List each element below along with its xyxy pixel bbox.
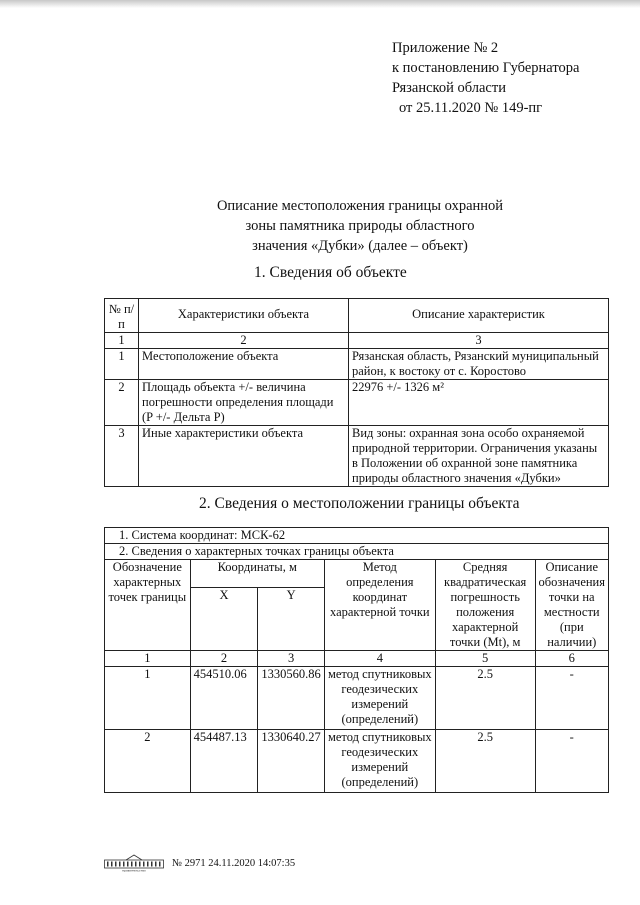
point-number: 1 <box>105 667 191 730</box>
table-row <box>105 667 609 730</box>
point-description: - <box>535 667 609 730</box>
column-number: 2 <box>139 333 349 349</box>
points-title: 2. Сведения о характерных точках границы объекта <box>105 544 609 560</box>
column-number-row <box>105 651 609 667</box>
title-line: Описание местоположения границы охранной <box>216 198 504 214</box>
title-line: зоны памятника природы областного <box>245 218 475 234</box>
section-2-heading: 2. Сведения о местоположении границы объекта <box>199 495 520 512</box>
point-number: 2 <box>105 730 191 793</box>
column-number: 5 <box>435 651 535 667</box>
row-value: Вид зоны: охранная зона особо охраняемой природной территории. Ограничения указаны в Положении об охранной зоне памятника природы областного значения «Дубки» <box>349 426 609 487</box>
header-designation: Обозначение характерных точек границы <box>105 560 191 651</box>
row-characteristic: Местоположение объекта <box>139 349 349 380</box>
table-header-row <box>105 299 609 333</box>
header-method: Метод определения координат характерной точки <box>324 560 435 651</box>
header-x: X <box>190 588 258 651</box>
row-number: 2 <box>105 380 139 426</box>
header-y: Y <box>258 588 324 651</box>
header-num: № п/п <box>105 299 139 333</box>
row-characteristic: Площадь объекта +/- величина погрешности определения площади (P +/- Дельта P) <box>139 380 349 426</box>
title-line: значения «Дубки» (далее – объект) <box>252 238 468 254</box>
row-characteristic: Иные характеристики объекта <box>139 426 349 487</box>
header-coordinates: Координаты, м <box>190 560 324 588</box>
document-title <box>180 196 540 256</box>
column-number: 3 <box>349 333 609 349</box>
header-characteristic: Характеристики объекта <box>139 299 349 333</box>
point-x: 454510.06 <box>190 667 258 730</box>
column-number: 1 <box>105 333 139 349</box>
point-description: - <box>535 730 609 793</box>
point-error: 2.5 <box>435 667 535 730</box>
appendix-line: Приложение № 2 <box>392 40 499 56</box>
boundary-points-table <box>104 527 609 793</box>
object-info-table <box>104 298 609 487</box>
table-row <box>105 349 609 380</box>
coordinate-system: 1. Система координат: МСК-62 <box>105 528 609 544</box>
points-title-row <box>105 544 609 560</box>
column-number: 2 <box>190 651 258 667</box>
table-header-row <box>105 560 609 588</box>
appendix-date: от 25.11.2020 № 149-пг <box>399 100 543 116</box>
column-number: 4 <box>324 651 435 667</box>
row-value: 22976 +/- 1326 м² <box>349 380 609 426</box>
row-number: 3 <box>105 426 139 487</box>
column-number: 1 <box>105 651 191 667</box>
point-x: 454487.13 <box>190 730 258 793</box>
appendix-line: к постановлению Губернатора <box>392 60 580 76</box>
row-value: Рязанская область, Рязанский муниципальный район, к востоку от с. Коростово <box>349 349 609 380</box>
section-1-heading: 1. Сведения об объекте <box>254 264 407 281</box>
coordinate-system-row <box>105 528 609 544</box>
row-number: 1 <box>105 349 139 380</box>
point-method: метод спутниковых геодезических измерений (определений) <box>324 667 435 730</box>
header-description: Описание характеристик <box>349 299 609 333</box>
government-building-icon <box>104 854 164 872</box>
point-y: 1330640.27 <box>258 730 324 793</box>
column-number: 3 <box>258 651 324 667</box>
header-point-description: Описание обозначения точки на местности (при наличии) <box>535 560 609 651</box>
table-row <box>105 380 609 426</box>
header-error: Средняя квадратическая погрешность положения характерной точки (Mt), м <box>435 560 535 651</box>
point-method: метод спутниковых геодезических измерений (определений) <box>324 730 435 793</box>
point-y: 1330560.86 <box>258 667 324 730</box>
column-number-row <box>105 333 609 349</box>
scan-top-edge <box>0 0 640 8</box>
appendix-line: Рязанской области <box>392 80 506 96</box>
point-error: 2.5 <box>435 730 535 793</box>
column-number: 6 <box>535 651 609 667</box>
document-registration-number: № 2971 24.11.2020 14:07:35 <box>172 857 296 869</box>
document-footer <box>104 852 295 874</box>
appendix-header <box>392 38 579 118</box>
table-row <box>105 426 609 487</box>
table-row <box>105 730 609 793</box>
svg-text:правительство: правительство <box>122 868 146 872</box>
